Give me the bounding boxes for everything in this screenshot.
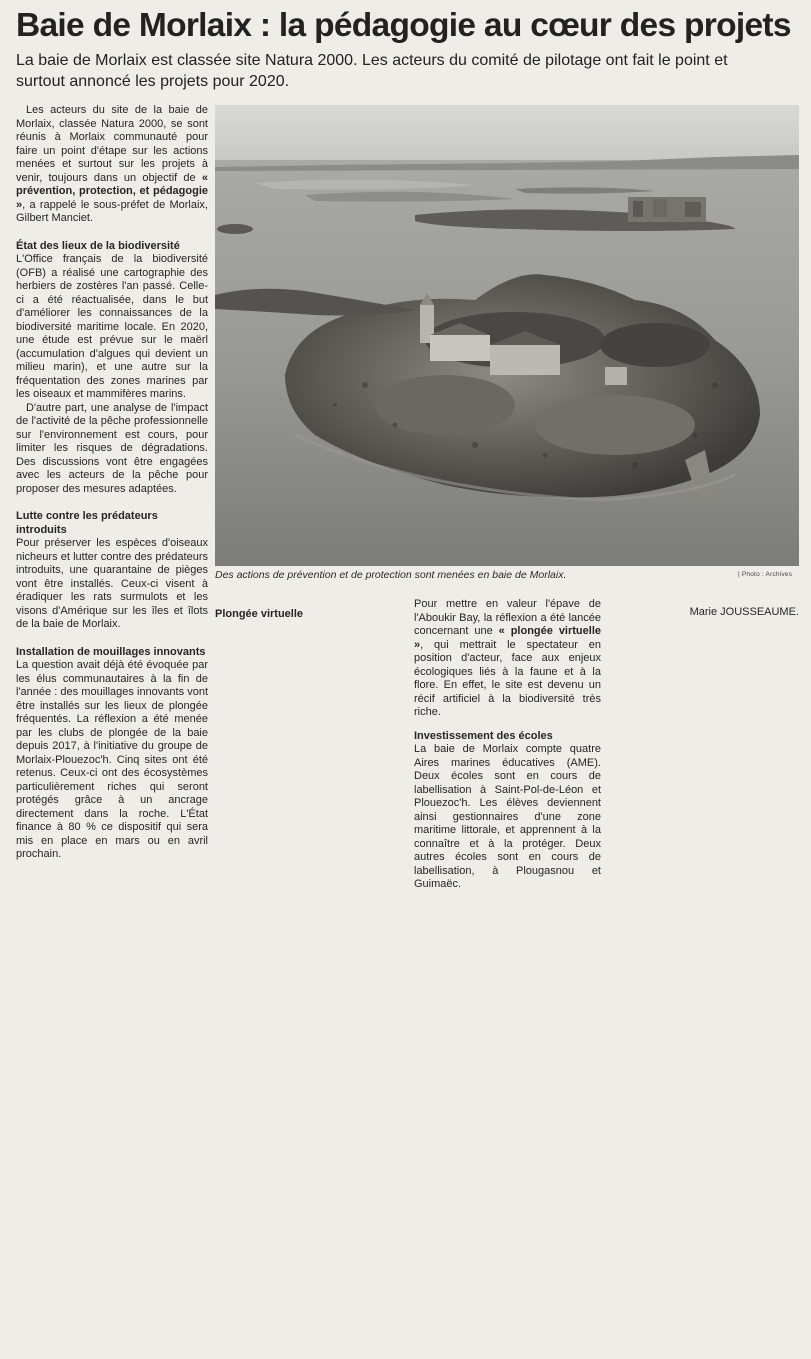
section-paragraph-plongee: Pour mettre en valeur l'épave de l'Aboukir Bay, la réflexion a été lancée concernant une « plongée virtuelle », qui mettrait le spectateur en position d'acteur, face aux enjeux écologiques liés à la faune et à la flore. En effet, le site est devenu un récif artificiel à la biodiversité très riche. bbox=[414, 598, 601, 718]
article-column-2 bbox=[215, 598, 402, 766]
section-heading-predateurs: Lutte contre les prédateurs introduits bbox=[16, 510, 158, 536]
section-heading-mouillages: Installation de mouillages innovants bbox=[16, 645, 206, 658]
section-paragraph-mouillages: La question avait déjà été évoquée par les élus communautaires à la fin de l'année : des mouillages innovants vont être installés sur les lieux de plongée fréquentés. La réflexion a été menée par les clubs de plongée de la baie depuis 2017, à l'initiative du groupe de Morlaix-Plouezoc'h. Cinq sites ont été retenus. Ceux-ci ont des écosystèmes particulièrement riches qui seront protégés grâce à un ancrage directement dans la roche. L'État finance à 80 % ce dispositif qui sera mis en place en mars ou en avril prochain. bbox=[16, 659, 208, 860]
intro-paragraph: Les acteurs du site de la baie de Morlaix, classée Natura 2000, se sont réunis à Morlaix communauté pour faire un point d'étape sur les actions menées et surtout sur les projets à venir, toujours dans un objectif de « prévention, protection, et pédagogie », a rappelé le sous-préfet de Morlaix, Gilbert Manciet. bbox=[16, 104, 208, 224]
intro-quote: « prévention, protection, et pédagogie » bbox=[16, 171, 208, 211]
section-paragraph: D'autre part, une analyse de l'impact de l'activité de la pêche professionnelle sur l'environnement est cours, pour limiter les risques de dégradations. Des discussions vont être engagées avec les acteurs de la pêche pour proposer des mesures adaptées. bbox=[16, 401, 208, 495]
article-column-4 bbox=[613, 598, 799, 766]
aerial-photo-island bbox=[215, 105, 799, 566]
photo-credit: | Photo : Archives bbox=[738, 571, 793, 578]
headline: Baie de Morlaix : la pédagogie au cœur des projets bbox=[16, 7, 791, 44]
section-heading-plongee: Plongée virtuelle bbox=[215, 608, 304, 620]
section-heading-ecoles: Investissement des écoles bbox=[414, 729, 553, 742]
plongee-quote: « plongée virtuelle » bbox=[414, 625, 601, 651]
section-heading-biodiversite: État des lieux de la biodiversité bbox=[16, 239, 180, 252]
section-paragraph: L'Office français de la biodiversité (OFB) a réalisé une cartographie des herbiers de zostères l'an passé. Celle-ci a été réactualisée, dans le but d'améliorer les connaissances de la biodiversité maritime locale. En 2020, une étude est prévue sur le maërl (accumulation d'algues qui devient un milieu marin), et une autre sur la fréquentation des zones marines par les oiseaux et mammifères marins. bbox=[16, 253, 208, 400]
article-column-1 bbox=[16, 104, 208, 860]
photo-caption: Des actions de prévention et de protection sont menées en baie de Morlaix. bbox=[215, 569, 567, 581]
byline: Marie JOUSSEAUME. bbox=[689, 606, 799, 618]
section-paragraph: Pour préserver les espèces d'oiseaux nicheurs et lutter contre des prédateurs introduits, une quarantaine de pièges vont être installés. Ceux-ci visent à éradiquer les rats surmulots et les visons d'Amérique sur les îles et îlots de la baie de Morlaix. bbox=[16, 537, 208, 630]
section-paragraph-ecoles: La baie de Morlaix compte quatre Aires marines éducatives (AME). Deux écoles sont en cours de labellisation à Saint-Pol-de-Léon et Plouezoc'h. Les élèves deviennent ainsi gestionnaires d'une zone maritime littorale, et apprennent à la connaître et à la protéger. Deux autres écoles sont en cours de labellisation, à Plougasnou et Guimaëc. bbox=[414, 743, 601, 890]
standfirst: La baie de Morlaix est classée site Natura 2000. Les acteurs du comité de pilotage ont fait le point et surtout annoncé les projets pour 2020. bbox=[16, 52, 728, 90]
article-column-3 bbox=[414, 598, 601, 890]
